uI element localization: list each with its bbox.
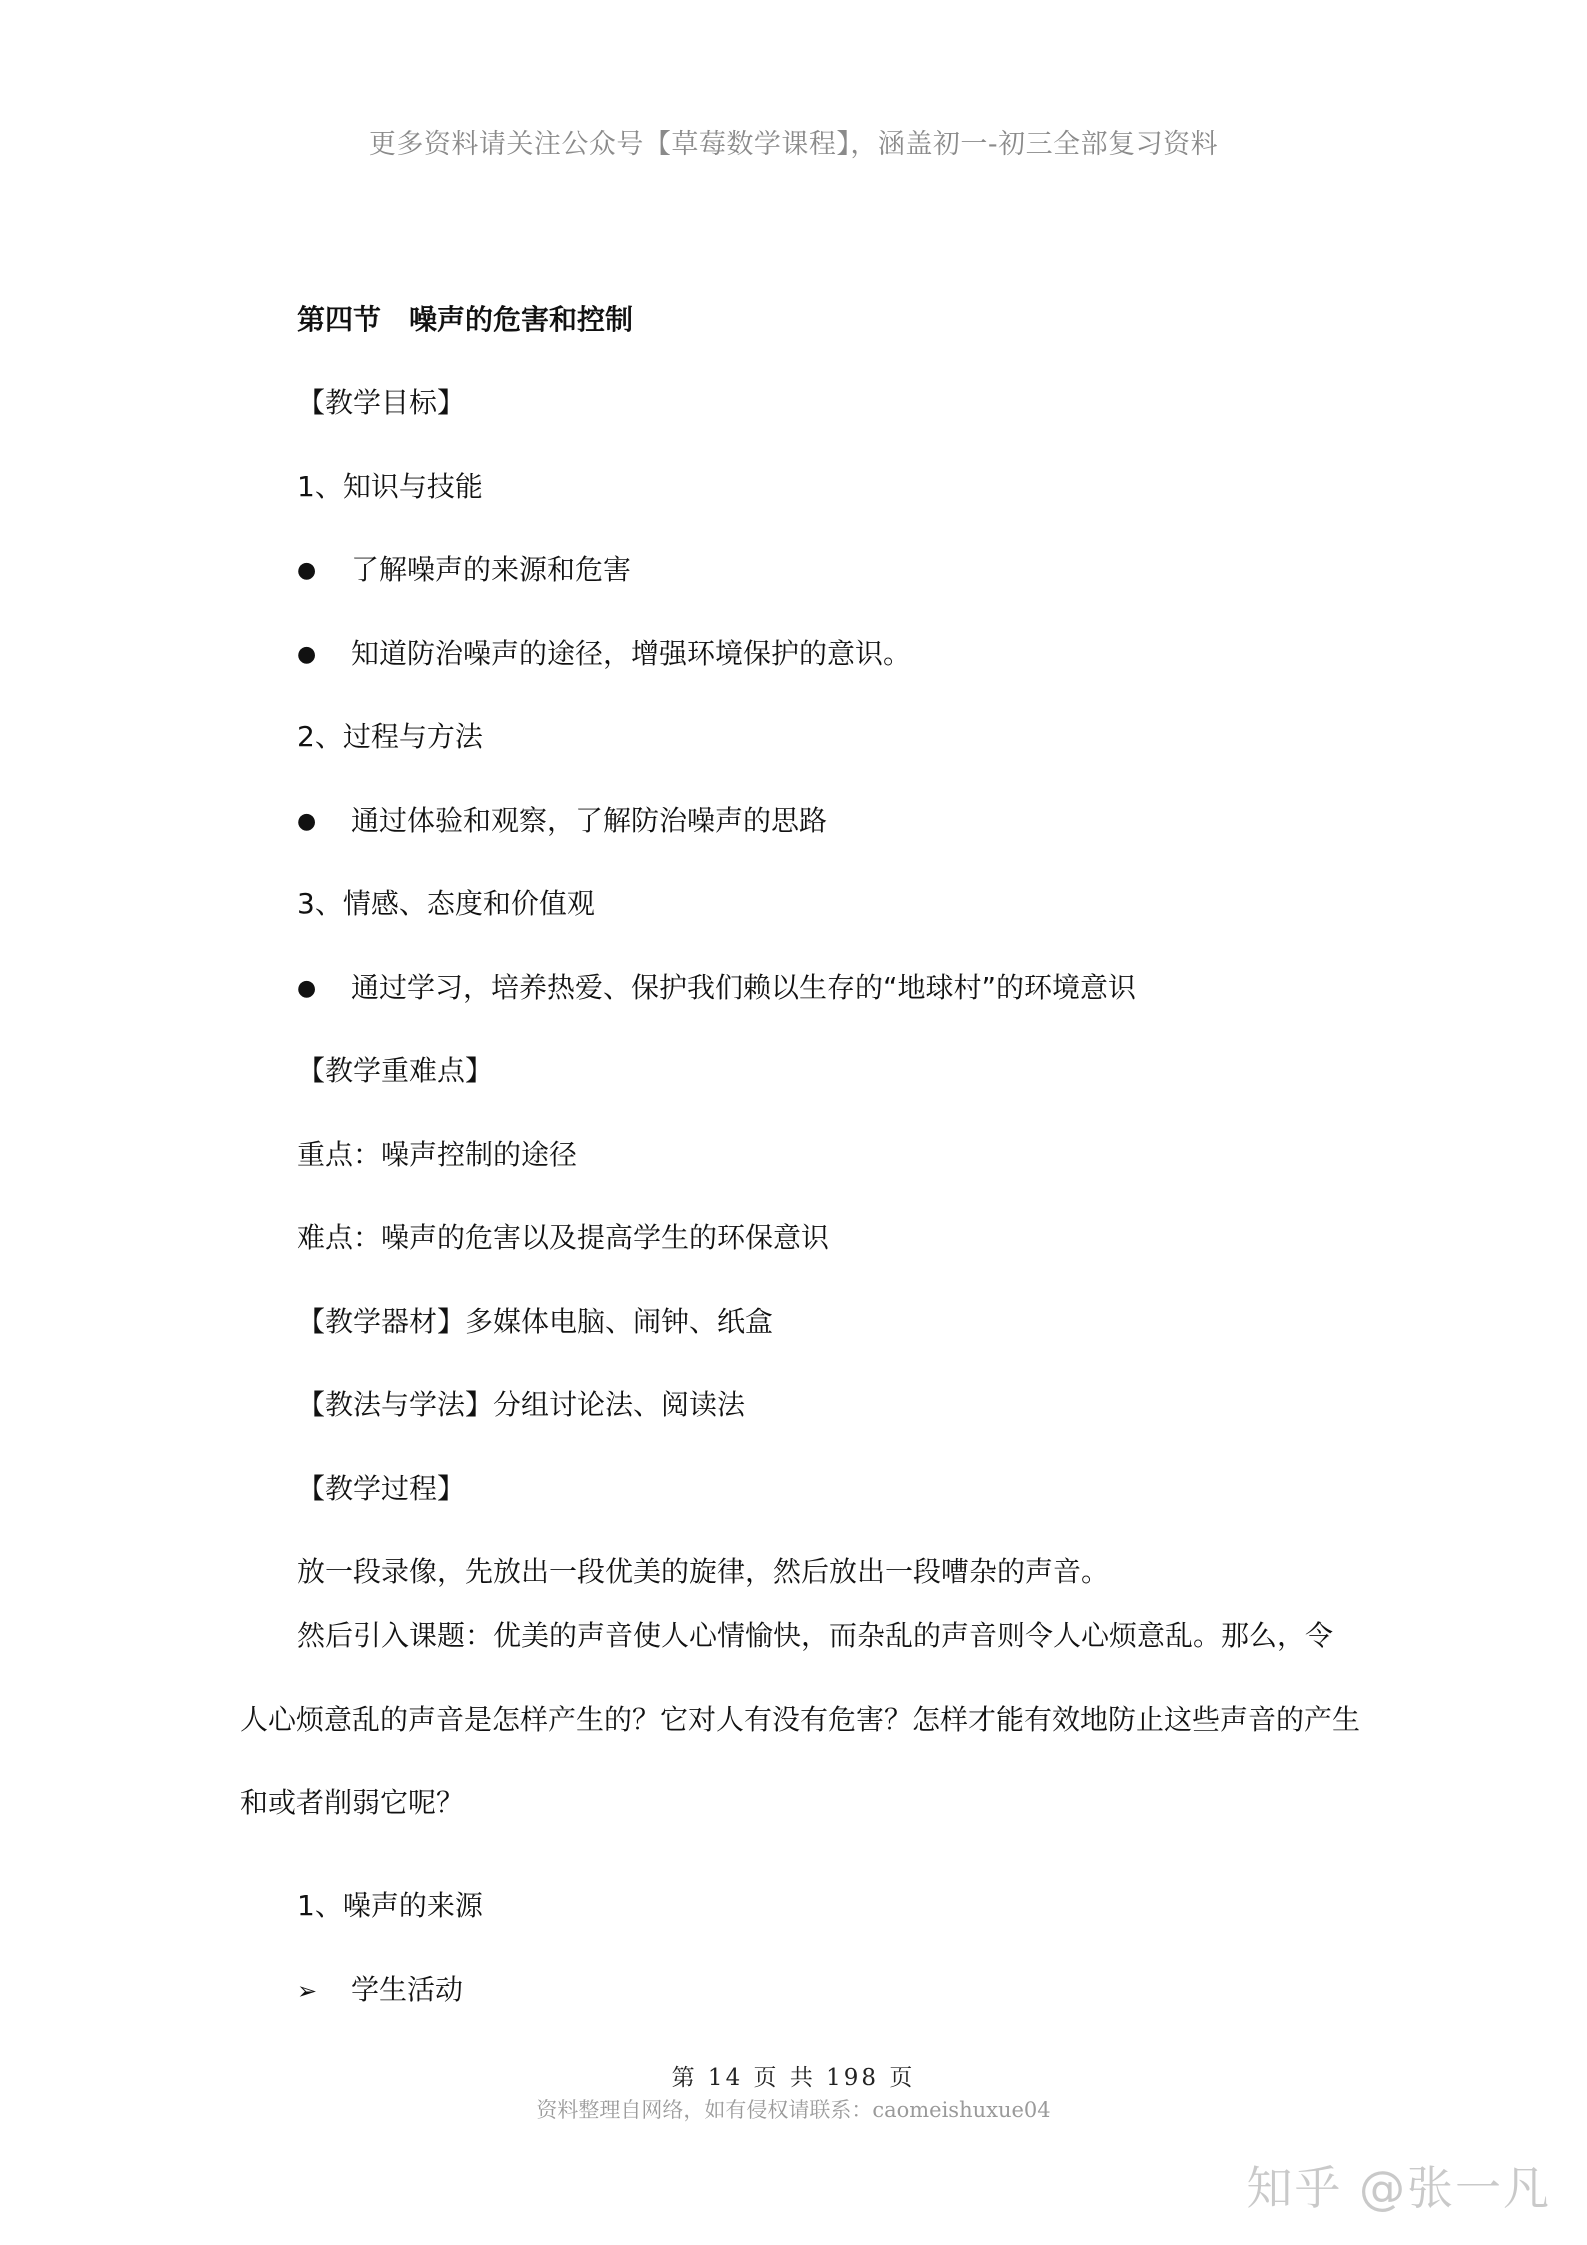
- student-activity-text: 学生活动: [351, 1973, 464, 2006]
- method-line: 【教法与学法】分组讨论法、阅读法: [297, 1388, 746, 1421]
- bullet-text: 通过学习，培养热爱、保护我们赖以生存的“地球村”的环境意识: [351, 971, 1137, 1004]
- student-activity: [297, 1970, 463, 2011]
- bullet-icon: ●: [297, 642, 317, 667]
- emotion-bullet-1: [297, 968, 1136, 1009]
- emotion-heading: 3、情感、态度和价值观: [297, 887, 595, 920]
- bullet-text: 知道防治噪声的途径，增强环境保护的意识。: [351, 637, 912, 670]
- footer-note: 资料整理自网络，如有侵权请联系：caomeishuxue04: [536, 2098, 1051, 2122]
- intro-sentence: 放一段录像，先放出一段优美的旋律，然后放出一段嘈杂的声音。: [297, 1555, 1110, 1588]
- arrow-bullet-icon: ➢: [297, 1977, 318, 2005]
- intro-paragraph: 然后引入课题：优美的声音使人心情愉快，而杂乱的声音则令人心烦意乱。那么，令人心烦意乱的声音是怎样产生的？它对人有没有危害？怎样才能有效地防止这些声音的产生和或者削弱它呢？: [240, 1619, 1361, 1819]
- bullet-icon: ●: [297, 809, 317, 834]
- bullet-icon: ●: [297, 976, 317, 1001]
- zhihu-watermark: 知乎 @张一凡: [1246, 2161, 1551, 2215]
- process-title: 【教学过程】: [297, 1472, 466, 1505]
- key-point: 重点：噪声控制的途径: [297, 1138, 578, 1171]
- key-difficult-heading: 【教学重难点】: [297, 1054, 494, 1087]
- page-number: 第 14 页 共 198 页: [671, 2065, 916, 2091]
- objectives-heading: 【教学目标】: [297, 386, 466, 419]
- process-heading: 2、过程与方法: [297, 720, 483, 753]
- equipment-line: 【教学器材】多媒体电脑、闹钟、纸盒: [297, 1305, 774, 1338]
- bullet-icon: ●: [297, 558, 317, 583]
- bullet-text: 了解噪声的来源和危害: [351, 553, 632, 586]
- header-note: 更多资料请关注公众号【草莓数学课程】，涵盖初一-初三全部复习资料: [368, 129, 1219, 160]
- process-bullet-1: [297, 801, 827, 842]
- source-heading: 1、噪声的来源: [297, 1889, 483, 1922]
- bullet-text: 通过体验和观察，了解防治噪声的思路: [351, 804, 828, 837]
- knowledge-heading: 1、知识与技能: [297, 470, 483, 503]
- section-title: 第四节 噪声的危害和控制: [297, 303, 634, 336]
- knowledge-bullet-1: [297, 550, 631, 591]
- knowledge-bullet-2: [297, 634, 911, 675]
- difficult-point: 难点：噪声的危害以及提高学生的环保意识: [297, 1221, 830, 1254]
